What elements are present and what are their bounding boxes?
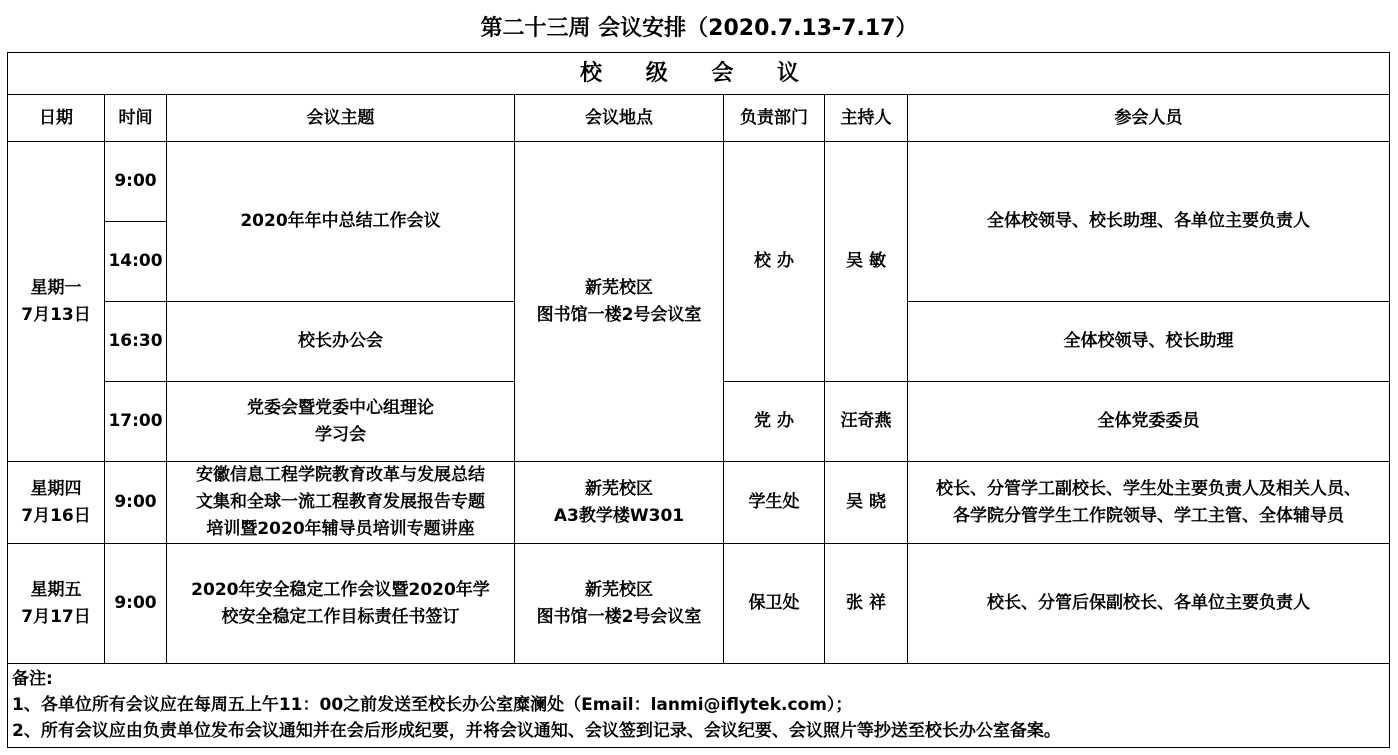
- department-cell: 校 办: [724, 142, 825, 382]
- location-line: 新芜校区: [585, 478, 653, 499]
- location-line: 新芜校区: [585, 579, 653, 600]
- notes-line: 1、各单位所有会议应在每周五上午11：00之前发送至校长办公室糜澜处（Email：lanmi@iflytek.com）；: [12, 695, 853, 715]
- time-cell: 17:00: [105, 382, 167, 462]
- topic-line: 学习会: [315, 424, 366, 445]
- column-header-department: 负责部门: [724, 95, 825, 142]
- meeting-schedule-table: [7, 52, 1390, 748]
- time-cell: 14:00: [105, 222, 167, 302]
- topic-cell: [167, 544, 515, 664]
- attendees-line: 各学院分管学生工作院领导、学工主管、全体辅导员: [953, 505, 1345, 526]
- location-line: 图书馆一楼2号会议室: [536, 304, 702, 325]
- section-header-row: [8, 53, 1390, 95]
- date-cell-thursday: [8, 462, 105, 544]
- section-header: 校 级 会 议: [8, 53, 1390, 95]
- location-cell: [515, 544, 724, 664]
- topic-line: 文集和全球一流工程教育发展报告专题: [196, 492, 485, 512]
- date-label: 7月13日: [21, 304, 91, 325]
- location-line: 新芜校区: [585, 277, 653, 298]
- attendees-line: 校长、分管学工副校长、学生处主要负责人及相关人员、: [936, 478, 1362, 499]
- host-cell: 吴 晓: [825, 462, 908, 544]
- column-header-attendees: 参会人员: [908, 95, 1390, 142]
- table-row: [8, 462, 1390, 544]
- location-cell: [515, 462, 724, 544]
- time-cell: 16:30: [105, 302, 167, 382]
- column-header-row: [8, 95, 1390, 142]
- column-header-date: 日期: [8, 95, 105, 142]
- table-row: [8, 544, 1390, 664]
- date-label: 7月17日: [21, 606, 91, 627]
- topic-cell: 2020年年中总结工作会议: [167, 142, 515, 302]
- host-cell: 吴 敏: [825, 142, 908, 382]
- notes-line: 2、所有会议应由负责单位发布会议通知并在会后形成纪要，并将会议通知、会议签到记录、会议纪要、会议照片等抄送至校长办公室备案。: [12, 721, 1061, 741]
- topic-line: 校安全稳定工作目标责任书签订: [221, 606, 460, 627]
- notes-row: [8, 664, 1390, 748]
- time-cell: 9:00: [105, 544, 167, 664]
- weekday-label: 星期一: [30, 277, 82, 298]
- location-cell: [515, 142, 724, 462]
- topic-cell: [167, 382, 515, 462]
- weekday-label: 星期五: [30, 579, 82, 600]
- column-header-location: 会议地点: [515, 95, 724, 142]
- notes-cell: [8, 664, 1390, 748]
- topic-line: 党委会暨党委中心组理论: [247, 397, 434, 418]
- attendees-cell: 校长、分管后保副校长、各单位主要负责人: [908, 544, 1390, 664]
- department-cell: 党 办: [724, 382, 825, 462]
- attendees-cell: 全体校领导、校长助理、各单位主要负责人: [908, 142, 1390, 302]
- notes-label: 备注:: [12, 669, 53, 689]
- time-cell: 9:00: [105, 142, 167, 222]
- host-cell: 张 祥: [825, 544, 908, 664]
- location-line: A3教学楼W301: [553, 505, 685, 526]
- column-header-host: 主持人: [825, 95, 908, 142]
- department-cell: 学生处: [724, 462, 825, 544]
- topic-cell: [167, 462, 515, 544]
- weekday-label: 星期四: [30, 478, 82, 499]
- host-cell: 汪奇燕: [825, 382, 908, 462]
- table-row: [8, 142, 1390, 222]
- topic-cell: 校长办公会: [167, 302, 515, 382]
- topic-line: 培训暨2020年辅导员培训专题讲座: [206, 519, 475, 539]
- page-title: 第二十三周 会议安排（2020.7.13-7.17）: [480, 15, 918, 41]
- location-line: 图书馆一楼2号会议室: [536, 606, 702, 627]
- attendees-cell: 全体校领导、校长助理: [908, 302, 1390, 382]
- date-label: 7月16日: [21, 505, 91, 526]
- department-cell: 保卫处: [724, 544, 825, 664]
- topic-line: 安徽信息工程学院教育改革与发展总结: [196, 465, 485, 485]
- column-header-time: 时间: [105, 95, 167, 142]
- time-cell: 9:00: [105, 462, 167, 544]
- date-cell-friday: [8, 544, 105, 664]
- column-header-topic: 会议主题: [167, 95, 515, 142]
- attendees-cell: 全体党委委员: [908, 382, 1390, 462]
- attendees-cell: [908, 462, 1390, 544]
- topic-line: 2020年安全稳定工作会议暨2020年学: [191, 579, 490, 600]
- date-cell-monday: [8, 142, 105, 462]
